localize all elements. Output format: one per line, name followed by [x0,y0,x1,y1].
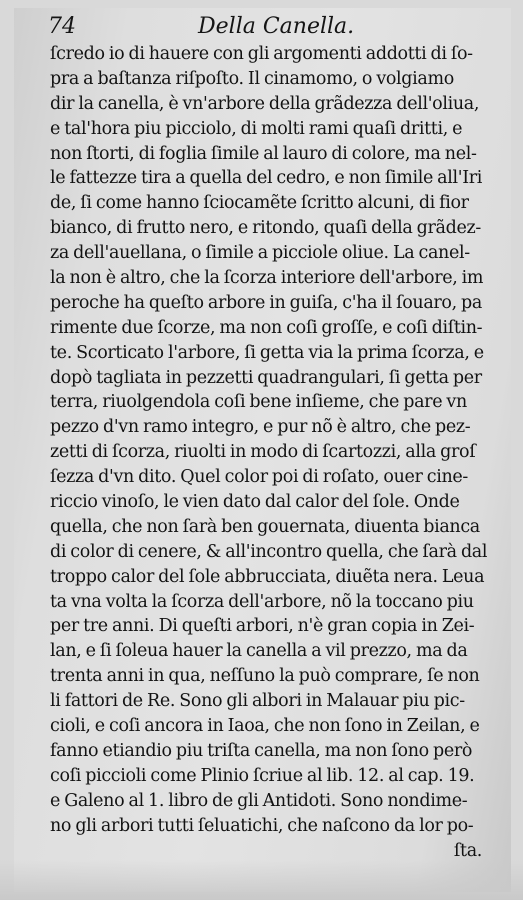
text-line: peroche ha queſto arbore in guiſa, c'ha il ſouaro, pa [50,292,482,313]
text-line: e tal'hora piu picciolo, di molti rami quaſi dritti, e [50,118,463,139]
body-text [50,42,504,863]
text-line: no gli arbori tutti ſeluatichi, che naſcono da lor po- [50,815,474,836]
text-line: za dell'auellana, o ſimile a picciole oliue. La canel- [50,243,470,264]
text-line: per tre anni. Di queſti arbori, n'è gran copia in Zei- [50,616,475,637]
text-line: pra a baſtanza riſpoſto. Il cinamomo, o volgiamo [50,68,454,89]
text-line: rimente due ſcorze, ma non coſi groſſe, e coſi diſtin- [50,317,483,338]
page-number: 74 [48,14,76,39]
text-line: trenta anni in qua, neſſuno la può comprare, ſe non [50,666,480,687]
text-line: ta vna volta la ſcorza dell'arbore, nõ la toccano piu [50,591,474,612]
text-line: de, ſi come hanno ſciocamẽte ſcritto alcuni, di fior [50,193,469,214]
text-line: dir la canella, è vn'arbore della grãdezza dell'oliua, [50,93,480,114]
text-line: terra, riuolgendola coſi bene inſieme, che pare vn [50,392,467,413]
text-line: lan, e ſi ſoleua hauer la canella a vil prezzo, ma da [50,641,468,662]
text-line: troppo calor del ſole abbrucciata, diuẽta nera. Leua [50,566,485,587]
text-line: la non è altro, che la ſcorza interiore dell'arbore, im [50,268,484,289]
text-line: quella, che non ſarà ben gouernata, diuenta bianca [50,516,480,537]
text-line: coſi piccioli come Plinio ſcriue al lib. 12. al cap. 19. [50,765,475,786]
text-line: te. Scorticato l'arbore, ſi getta via la prima ſcorza, e [50,342,484,363]
text-line: fanno etiandio piu triſta canella, ma non ſono però [50,740,473,761]
catchword: ſta. [453,840,482,861]
text-line: ſcredo io di hauere con gli argomenti addotti di ſo- [50,44,473,64]
text-line: non ſtorti, di foglia ſimile al lauro di colore, ma nel- [50,143,477,164]
text-line: riccio vinoſo, le vien dato dal calor del ſole. Onde [50,492,460,513]
text-line: zetti di ſcorza, riuolti in modo di ſcartozzi, alla groſ [50,442,476,463]
text-line: cioli, e coſi ancora in Iaoa, che non ſono in Zeilan, e [50,716,480,737]
text-line: le fattezze tira a quella del cedro, e non ſimile all'Iri [50,168,483,189]
page-bottom-shadow [0,860,523,900]
running-title: Della Canella. [198,14,355,39]
text-line: ſezza d'vn dito. Quel color poi di roſato, ouer cine- [50,467,468,488]
text-line: e Galeno al 1. libro de gli Antidoti. Sono nondime- [50,790,468,811]
text-line: pezzo d'vn ramo integro, e pur nõ è altro, che pez- [50,417,471,438]
text-line: bianco, di frutto nero, e ritondo, quaſi della grãdez- [50,218,481,239]
text-line: di color di cenere, & all'incontro quella, che ſarà dal [50,541,488,562]
text-line: dopò tagliata in pezzetti quadrangulari, ſi getta per [50,367,482,388]
page-header [48,14,488,44]
text-line: li fattori de Re. Sono gli albori in Malauar piu pic- [50,691,465,712]
